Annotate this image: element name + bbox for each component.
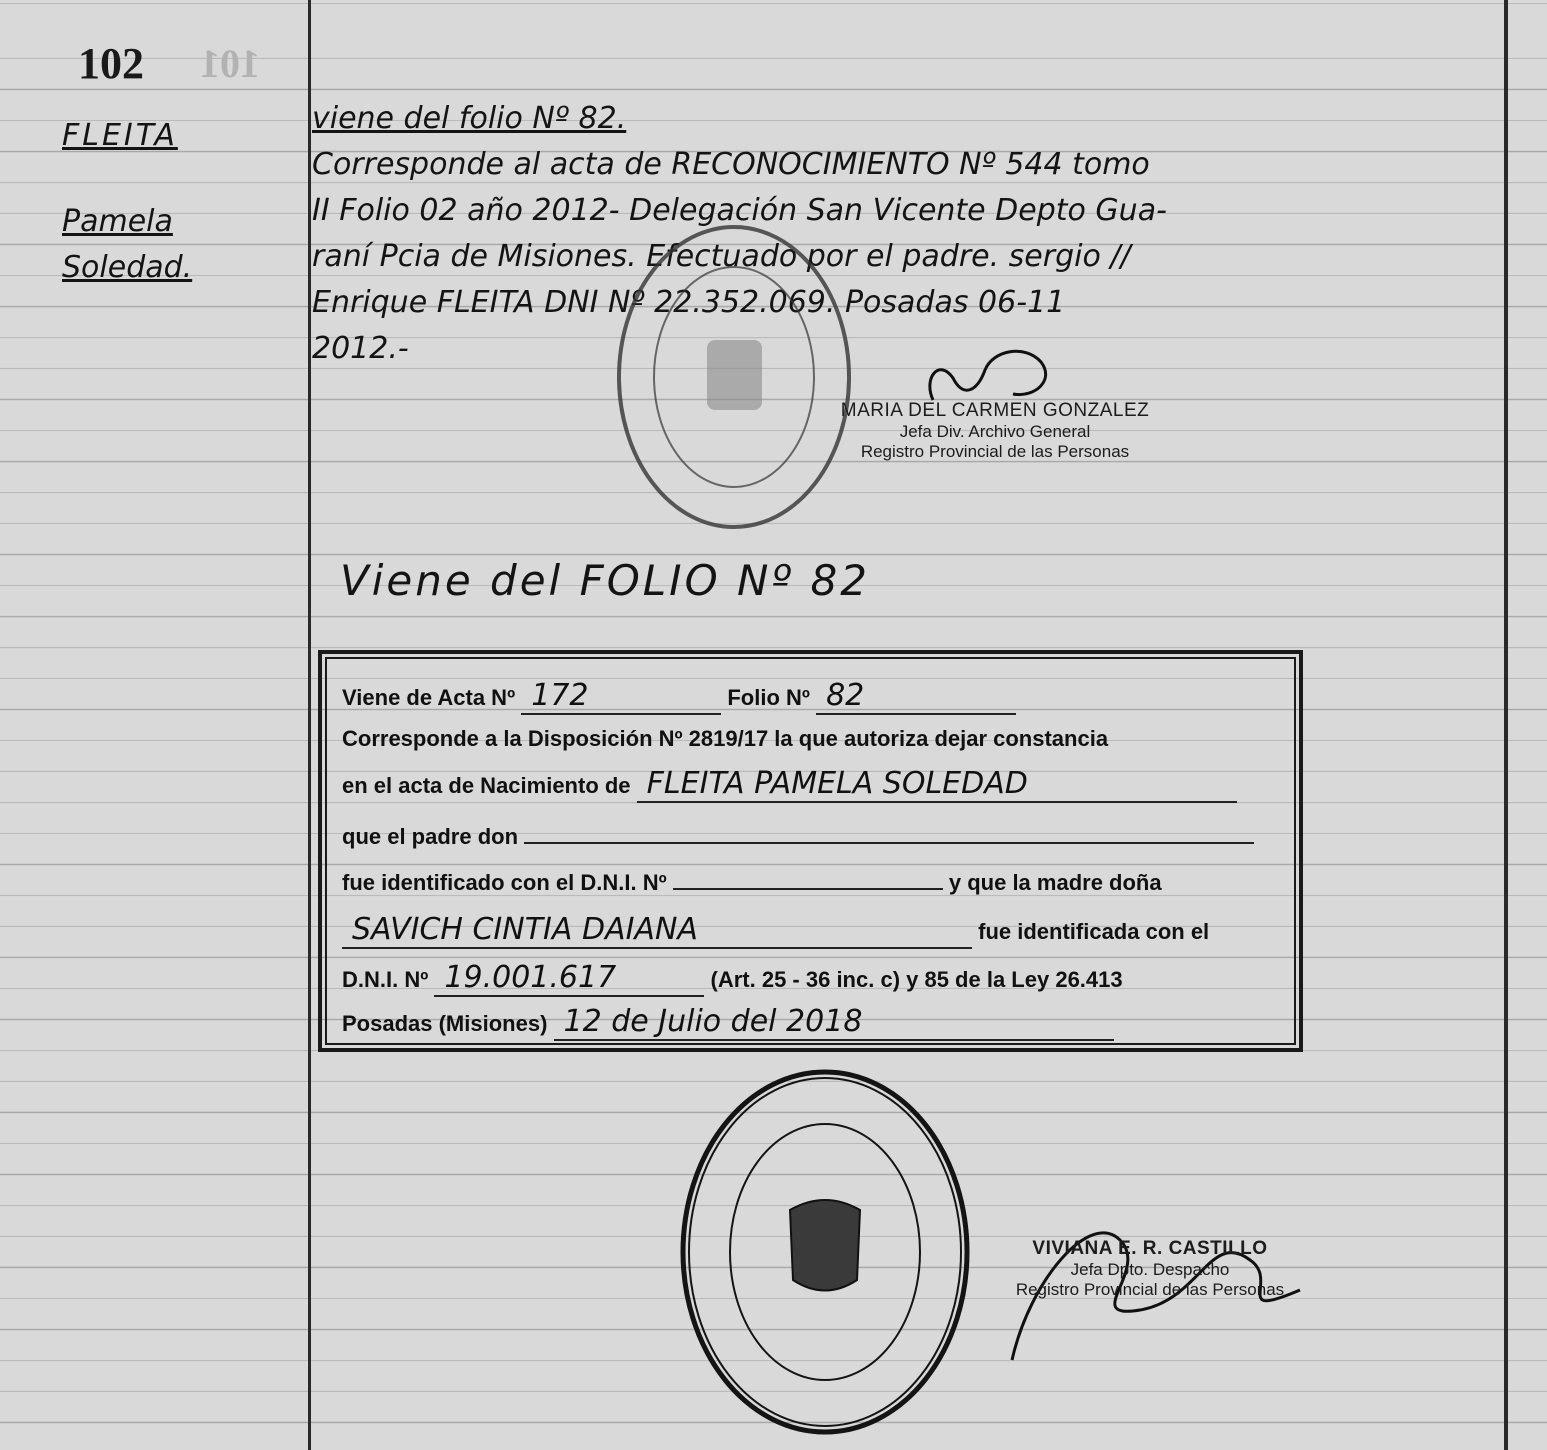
margin-divider <box>308 0 311 1450</box>
note-line: 2012.- <box>312 331 409 366</box>
official-2-name: VIVIANA E. R. CASTILLO <box>1032 1238 1268 1259</box>
acta-field <box>521 678 721 715</box>
registry-stamp-2 <box>675 1065 975 1440</box>
folio-label: Folio Nº <box>727 685 810 710</box>
padre-label: que el padre don <box>342 824 519 849</box>
margin-surname: FLEITA <box>62 118 178 153</box>
dni-field <box>673 888 943 890</box>
viene-heading: Viene del FOLIO Nº 82 <box>340 556 870 605</box>
note-line: Corresponde al acta de RECONOCIMIENTO Nº 544 tomo <box>312 147 1150 182</box>
fecha-field <box>554 1004 1114 1041</box>
folio-number: 102 <box>78 39 144 88</box>
official-2-block <box>990 1238 1310 1300</box>
dni2-label: D.N.I. Nº <box>342 967 429 992</box>
form-row-madre <box>342 912 1281 949</box>
madre-field <box>342 912 972 949</box>
fecha-value: 12 de Julio del 2018 <box>563 1004 863 1039</box>
folio-bleedthrough: 101 <box>200 41 260 86</box>
madre-label: y que la madre doña <box>948 870 1162 895</box>
acta-value: 172 <box>531 678 589 713</box>
note-line: viene del folio Nº 82. <box>312 101 627 136</box>
dni2-field <box>434 960 704 997</box>
registry-stamp-1 <box>612 220 857 535</box>
form-row-nacimiento <box>342 766 1281 803</box>
nacimiento-label: en el acta de Nacimiento de <box>342 773 631 798</box>
corresponde-line: Corresponde a la Disposición Nº 2819/17 la que autoriza dejar constancia <box>342 726 1109 751</box>
form-row-fecha <box>342 1004 1281 1041</box>
dni2-value: 19.001.617 <box>444 960 617 995</box>
official-2-office: Registro Provincial de las Personas <box>1015 1280 1285 1299</box>
margin-given-name-2: Soledad. <box>62 250 193 285</box>
nacimiento-value: FLEITA PAMELA SOLEDAD <box>646 766 1028 801</box>
note-line: II Folio 02 año 2012- Delegación San Vicente Depto Gua- <box>312 193 1167 228</box>
folio-value: 82 <box>826 678 865 713</box>
padre-field <box>524 842 1254 844</box>
folio-field <box>816 678 1016 715</box>
dni-label: fue identificado con el D.N.I. Nº <box>342 870 667 895</box>
identificada-label: fue identificada con el <box>978 919 1210 944</box>
official-2-role: Jefa Dpto. Despacho <box>1070 1260 1230 1279</box>
lugar-label: Posadas (Misiones) <box>342 1011 548 1036</box>
acta-label: Viene de Acta Nº <box>342 685 516 710</box>
ley-reference: (Art. 25 - 36 inc. c) y 85 de la Ley 26.413 <box>710 967 1123 992</box>
form-row-acta <box>342 678 1281 715</box>
form-row-padre <box>342 824 1281 850</box>
right-border <box>1504 0 1508 1450</box>
constancia-form <box>318 650 1303 1052</box>
official-1-name: MARIA DEL CARMEN GONZALEZ <box>840 400 1150 421</box>
form-row-dni <box>342 870 1281 896</box>
form-row-dni2 <box>342 960 1281 997</box>
madre-value: SAVICH CINTIA DAIANA <box>352 912 698 947</box>
marginal-note <box>312 96 1482 372</box>
note-line: Enrique FLEITA DNI Nº 22.352.069. Posadas 06-11 <box>312 285 1066 320</box>
note-line: raní Pcia de Misiones. Efectuado por el padre. sergio // <box>312 239 1131 274</box>
margin-given-name-1: Pamela <box>62 204 173 239</box>
official-1-office: Registro Provincial de las Personas <box>860 442 1130 461</box>
official-1-block <box>840 400 1150 462</box>
official-1-role: Jefa Div. Archivo General <box>899 422 1091 441</box>
nacimiento-field <box>637 766 1237 803</box>
